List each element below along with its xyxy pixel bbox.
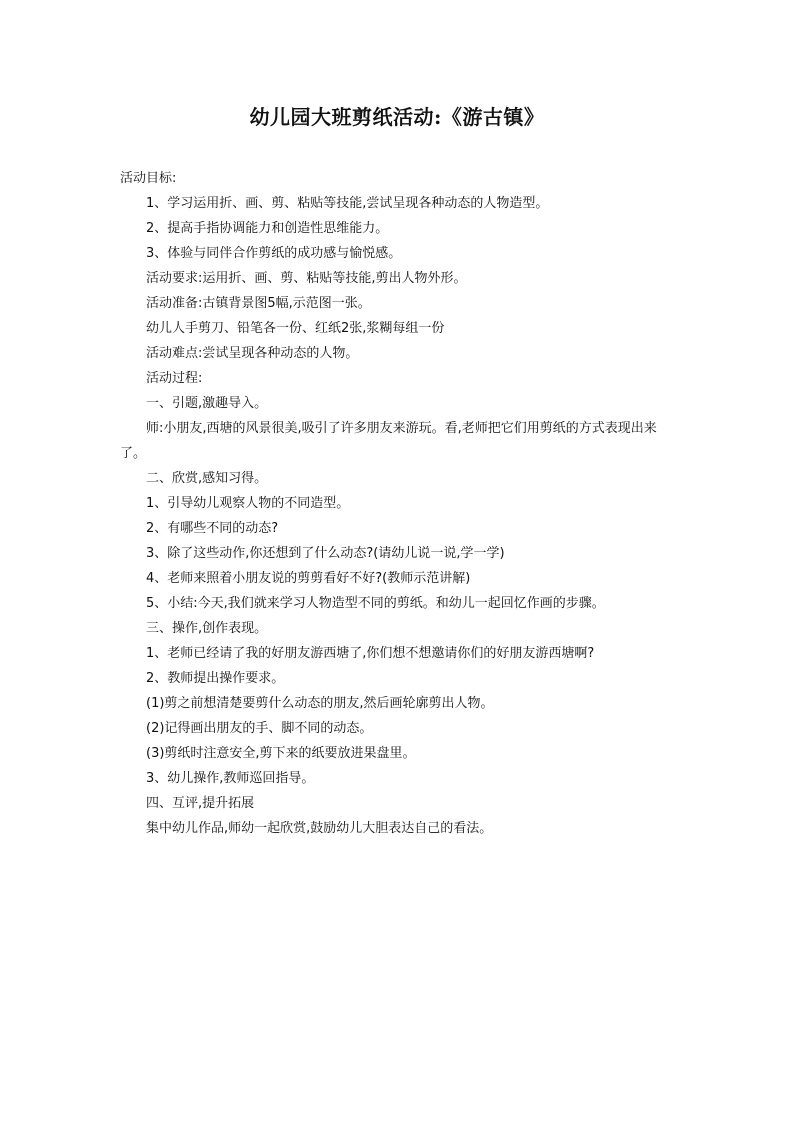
list-item: 3、幼儿操作,教师巡回指导。 <box>146 771 315 786</box>
goal-item: 3、体验与同伴合作剪纸的成功感与愉悦感。 <box>146 246 402 261</box>
difficulty-text: 活动难点:尝试呈现各种动态的人物。 <box>146 346 359 361</box>
section-paragraph: 师:小朋友,西塘的风景很美,吸引了许多朋友来游玩。看,老师把它们用剪纸的方式表现出来了。 <box>120 421 657 461</box>
list-item: 1、老师已经请了我的好朋友游西塘了,你们想不想邀请你们的好朋友游西塘啊? <box>146 646 595 661</box>
document-title: 幼儿园大班剪纸活动:《游古镇》 <box>249 105 545 129</box>
materials-text: 幼儿人手剪刀、铅笔各一份、红纸2张,浆糊每组一份 <box>146 321 445 336</box>
sub-list-item: (3)剪纸时注意安全,剪下来的纸要放进果盘里。 <box>146 746 416 761</box>
section-heading: 四、互评,提升拓展 <box>146 796 255 811</box>
list-item: 3、除了这些动作,你还想到了什么动态?(请幼儿说一说,学一学) <box>146 546 505 561</box>
list-item: 5、小结:今天,我们就来学习人物造型不同的剪纸。和幼儿一起回忆作画的步骤。 <box>146 596 605 611</box>
section-heading: 三、操作,创作表现。 <box>146 621 268 636</box>
requirement-text: 活动要求:运用折、画、剪、粘贴等技能,剪出人物外形。 <box>146 271 467 286</box>
goal-item: 1、学习运用折、画、剪、粘贴等技能,尝试呈现各种动态的人物造型。 <box>146 196 549 211</box>
document-body <box>120 166 680 841</box>
section-heading: 二、欣赏,感知习得。 <box>146 471 268 486</box>
list-item: 1、引导幼儿观察人物的不同造型。 <box>146 496 350 511</box>
preparation-text: 活动准备:古镇背景图5幅,示范图一张。 <box>146 296 371 311</box>
section-paragraph: 集中幼儿作品,师幼一起欣赏,鼓励幼儿大胆表达自己的看法。 <box>146 821 493 836</box>
list-item: 4、老师来照着小朋友说的剪剪看好不好?(教师示范讲解) <box>146 571 471 586</box>
goal-item: 2、提高手指协调能力和创造性思维能力。 <box>146 221 389 236</box>
goals-heading: 活动目标: <box>120 171 177 186</box>
process-heading: 活动过程: <box>146 371 203 386</box>
list-item: 2、有哪些不同的动态? <box>146 521 279 536</box>
sub-list-item: (1)剪之前想清楚要剪什么动态的朋友,然后画轮廓剪出人物。 <box>146 696 494 711</box>
list-item: 2、教师提出操作要求。 <box>146 671 285 686</box>
sub-list-item: (2)记得画出朋友的手、脚不同的动态。 <box>146 721 373 736</box>
section-heading: 一、引题,激趣导入。 <box>146 396 268 411</box>
